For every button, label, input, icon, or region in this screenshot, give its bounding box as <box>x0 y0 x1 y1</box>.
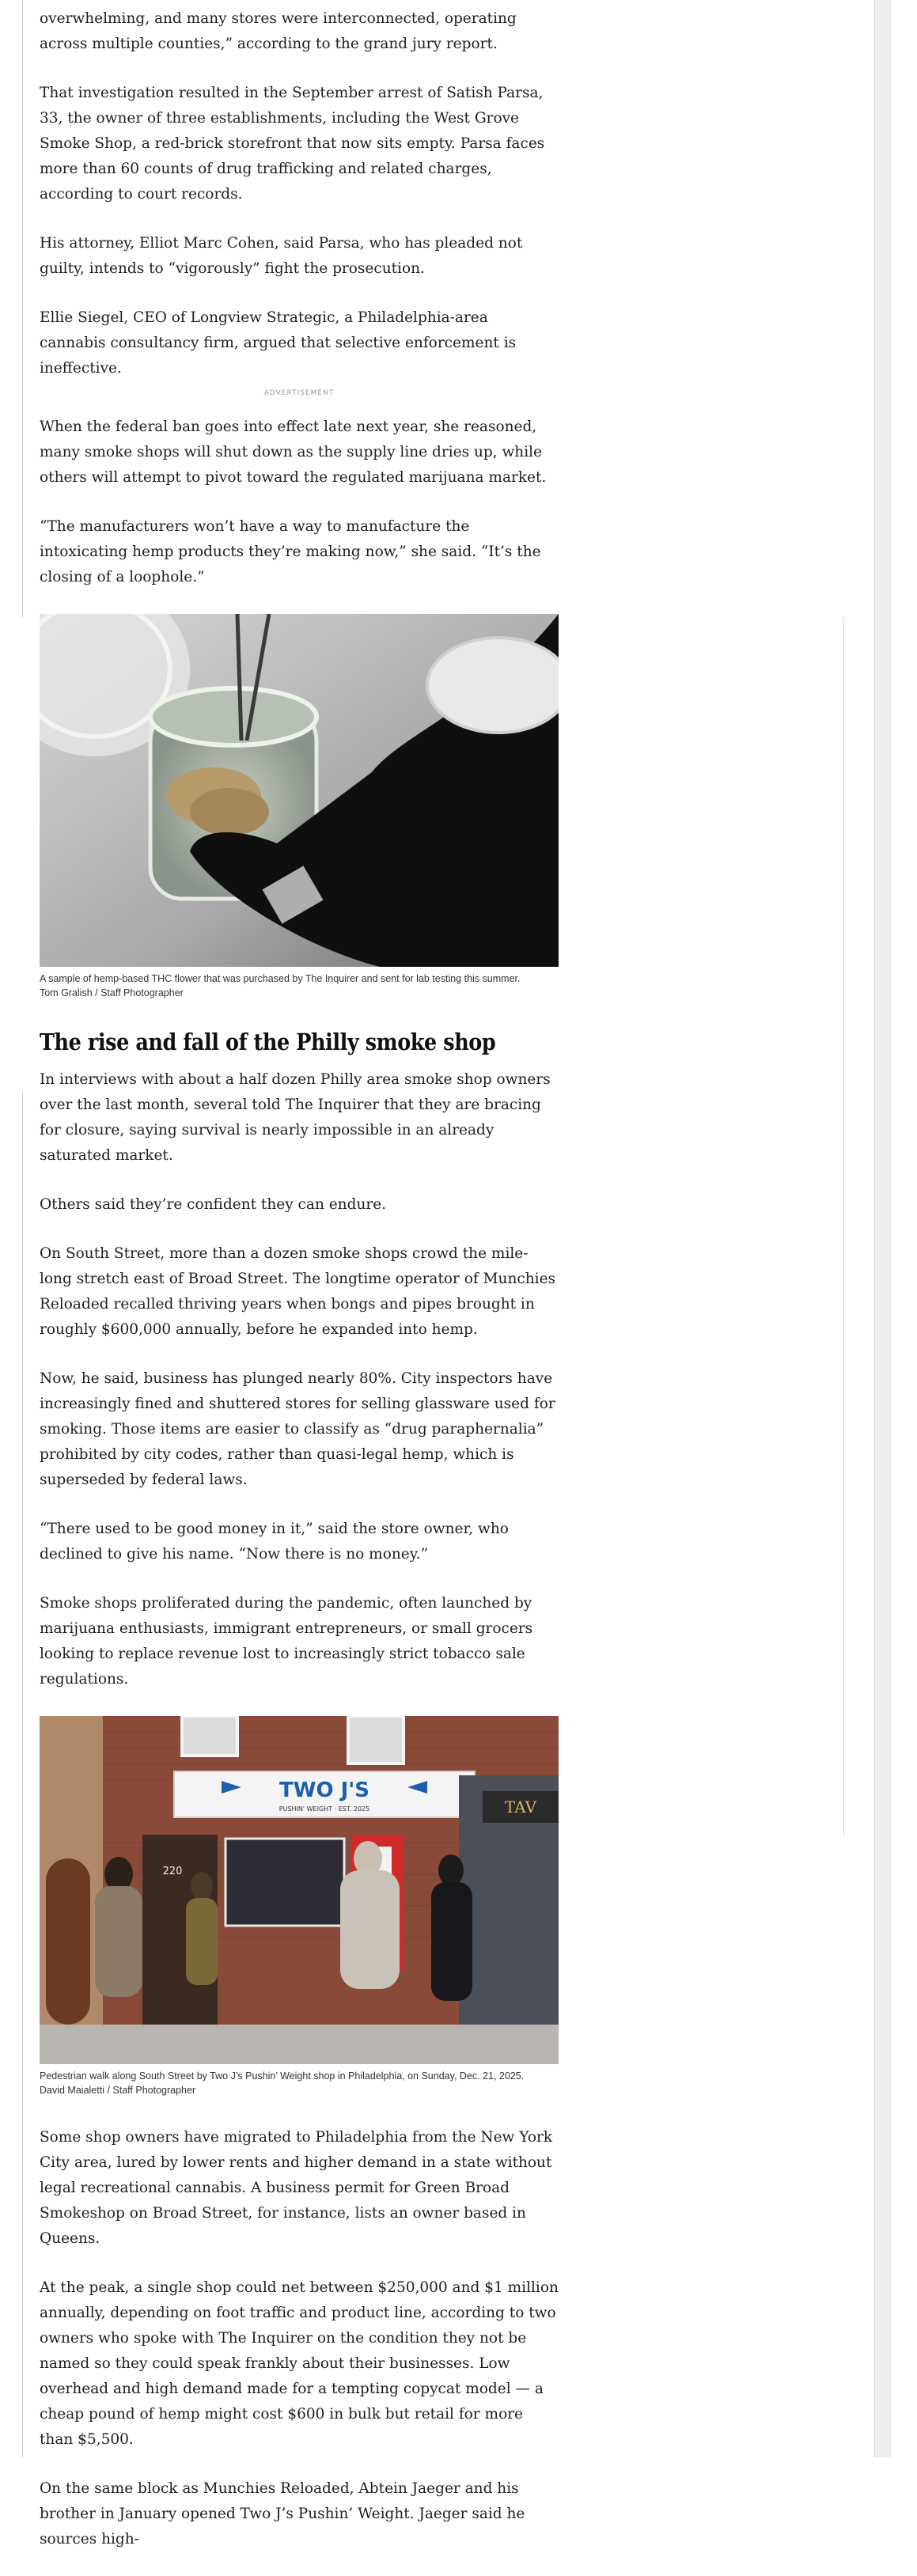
article-paragraph: Others said they’re confident they can endure. <box>40 1196 387 1213</box>
shop-sign-text: TWO J'S <box>279 1779 369 1802</box>
column-rule-left <box>22 0 23 617</box>
photo-credit: Tom Gralish / Staff Photographer <box>40 987 184 998</box>
article-body <box>40 0 559 2576</box>
article-paragraph: On South Street, more than a dozen smoke shops crowd the mile-long stretch east of Broad Street. The longtime operator of Munchies Reloaded recalled thriving years when bongs and pipes brought in roughly $600,000 annually, before he expanded into hemp. <box>40 1245 556 1338</box>
photo-credit: David Maialetti / Staff Photographer <box>40 2085 196 2096</box>
article-paragraph: Now, he said, business has plunged nearly 80%. City inspectors have increasingly fined and shuttered stores for selling glassware used for smoking. Those items are easier to classify as “drug paraphernalia” prohibited by city codes, rather than quasi-legal hemp, which is superseded by federal laws. <box>40 1370 555 1488</box>
hemp-sample-photo[interactable] <box>40 614 559 967</box>
article-paragraph: “The manufacturers won’t have a way to manufacture the intoxicating hemp products they’re making now,” she said. “It’s the closing of a loophole.” <box>40 518 541 585</box>
article-paragraph: Some shop owners have migrated to Philadelphia from the New York City area, lured by lower rents and higher demand in a state without legal recreational cannabis. A business permit for Green Broad Smokeshop on Broad Street, for instance, lists an owner based in Queens. <box>40 2129 553 2247</box>
article-paragraph: In interviews with about a half dozen Philly area smoke shop owners over the last month, several told The Inquirer that they are bracing for closure, saying survival is nearly impossible in an already saturated market. <box>40 1071 551 1164</box>
figure-caption: A sample of hemp-based THC flower that was purchased by The Inquirer and sent for lab testing this summer. <box>40 973 521 984</box>
storefront-figure <box>40 1716 559 2097</box>
advertisement-label: ADVERTISEMENT <box>263 389 335 397</box>
storefront-photo[interactable] <box>40 1716 559 2064</box>
door-number: 220 <box>162 1866 183 1877</box>
article-paragraph: overwhelming, and many stores were interconnected, operating across multiple counties,” according to the grand jury report. <box>40 10 517 52</box>
section-heading: The rise and fall of the Philly smoke shop <box>40 1029 496 1055</box>
neighbor-sign-text: TAV <box>504 1798 537 1816</box>
page-scroll-gutter <box>865 0 917 2457</box>
column-rule-left-lower <box>22 1092 23 2457</box>
article-paragraph: Smoke shops proliferated during the pandemic, often launched by marijuana enthusiasts, immigrant entrepreneurs, or small grocers looking to replace revenue lost to increasingly strict tobacco sale regulations. <box>40 1595 533 1688</box>
figure-caption: Pedestrian walk along South Street by Two J’s Pushin’ Weight shop in Philadelphia, on Sunday, Dec. 21, 2025. <box>40 2070 525 2082</box>
article-paragraph: Ellie Siegel, CEO of Longview Strategic, a Philadelphia-area cannabis consultancy firm, argued that selective enforcement is ineffective. <box>40 309 517 377</box>
storefront-illustration <box>40 1716 559 2064</box>
scrollbar-track[interactable] <box>874 0 891 2457</box>
shop-sign-subtext: PUSHIN' WEIGHT · EST. 2025 <box>279 1805 370 1813</box>
article-paragraph: On the same block as Munchies Reloaded, Abtein Jaeger and his brother in January opened Two J’s Pushin’ Weight. Jaeger said he sources high- <box>40 2480 525 2548</box>
article-paragraph: His attorney, Elliot Marc Cohen, said Parsa, who has pleaded not guilty, intends to “vigorously” fight the prosecution. <box>40 235 523 277</box>
hemp-sample-figure <box>40 614 559 999</box>
article-paragraph: That investigation resulted in the September arrest of Satish Parsa, 33, the owner of three establishments, including the West Grove Smoke Shop, a red-brick storefront that now sits empty. Parsa faces more than 60 counts of drug trafficking and related charges, according to court records. <box>40 85 545 203</box>
article-paragraph: At the peak, a single shop could net between $250,000 and $1 million annually, depending on foot traffic and product line, according to two owners who spoke with The Inquirer on the condition they not be named so they could speak frankly about their businesses. Low overhead and high demand made for a tempting copycat model — a cheap pound of hemp might cost $600 in bulk but retail for more than $5,500. <box>40 2279 559 2448</box>
article-paragraph: When the federal ban goes into effect late next year, she reasoned, many smoke shops will shut down as the supply line dries up, while others will attempt to pivot toward the regulated marijuana market. <box>40 419 547 486</box>
column-rule-right <box>843 617 844 1835</box>
hemp-sample-illustration <box>40 614 559 967</box>
article-paragraph: “There used to be good money in it,” said the store owner, who declined to give his name. “Now there is no money.” <box>40 1521 509 1563</box>
